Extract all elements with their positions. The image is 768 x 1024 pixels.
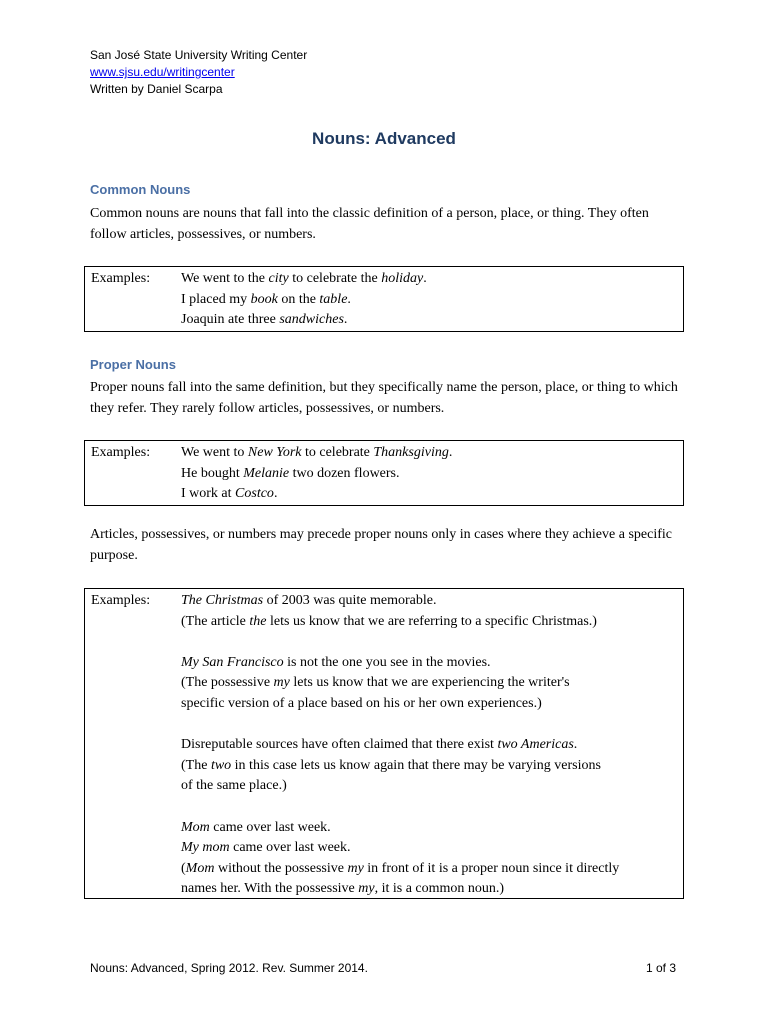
explanation-line: (The possessive my lets us know that we are experiencing the writer's (181, 675, 570, 691)
example-line: Mom came over last week. (181, 819, 331, 835)
common-nouns-paragraph: Common nouns are nouns that fall into the classic definition of a person, place, or thing. They often follow articles, possessives, or numbers. (90, 206, 649, 242)
example-line: Joaquin ate three sandwiches. (181, 312, 348, 328)
example-line: He bought Melanie two dozen flowers. (181, 465, 400, 481)
example-line: My mom came over last week. (181, 840, 351, 856)
specific-purpose-examples-box (84, 588, 684, 899)
explanation-line: (Mom without the possessive my in front of it is a proper noun since it directly (181, 860, 620, 876)
example-line: I work at Costco. (181, 486, 278, 502)
examples-label: Examples: (91, 271, 151, 286)
document-header (90, 47, 307, 98)
page-number: 1 of 3 (646, 961, 677, 975)
explanation-line: of the same place.) (181, 778, 287, 794)
explanation-line: (The article the lets us know that we are referring to a specific Christmas.) (181, 613, 597, 629)
common-nouns-heading: Common Nouns (90, 182, 191, 197)
example-line: Disreputable sources have often claimed that there exist two Americas. (181, 737, 578, 753)
examples-label: Examples: (91, 445, 151, 460)
explanation-line: (The two in this case lets us know again that there may be varying versions (181, 757, 601, 773)
proper-examples-box (84, 440, 684, 506)
org-name: San José State University Writing Center (90, 48, 308, 62)
examples-label: Examples: (91, 593, 151, 608)
proper-nouns-heading: Proper Nouns (90, 357, 176, 372)
author-line: Written by Daniel Scarpa (90, 82, 223, 96)
example-line: We went to New York to celebrate Thanksgiving. (181, 445, 453, 460)
common-examples-box (84, 266, 684, 332)
example-line: I placed my book on the table. (181, 291, 351, 307)
example-line: My San Francisco is not the one you see in the movies. (181, 654, 491, 670)
website-link[interactable]: www.sjsu.edu/writingcenter (90, 65, 235, 79)
proper-nouns-paragraph: Proper nouns fall into the same definition, but they specifically name the person, place, or thing to which they refer. They rarely follow articles, possessives, or numbers. (90, 380, 678, 416)
explanation-line: names her. With the possessive my, it is a common noun.) (181, 881, 505, 897)
example-line: The Christmas of 2003 was quite memorable. (181, 593, 437, 608)
footer-text: Nouns: Advanced, Spring 2012. Rev. Summer 2014. (90, 961, 368, 975)
example-line: We went to the city to celebrate the holiday. (181, 271, 427, 286)
articles-paragraph: Articles, possessives, or numbers may precede proper nouns only in cases where they achieve a specific purpose. (90, 527, 672, 563)
page-title: Nouns: Advanced (312, 129, 456, 148)
explanation-line: specific version of a place based on his or her own experiences.) (181, 695, 542, 711)
